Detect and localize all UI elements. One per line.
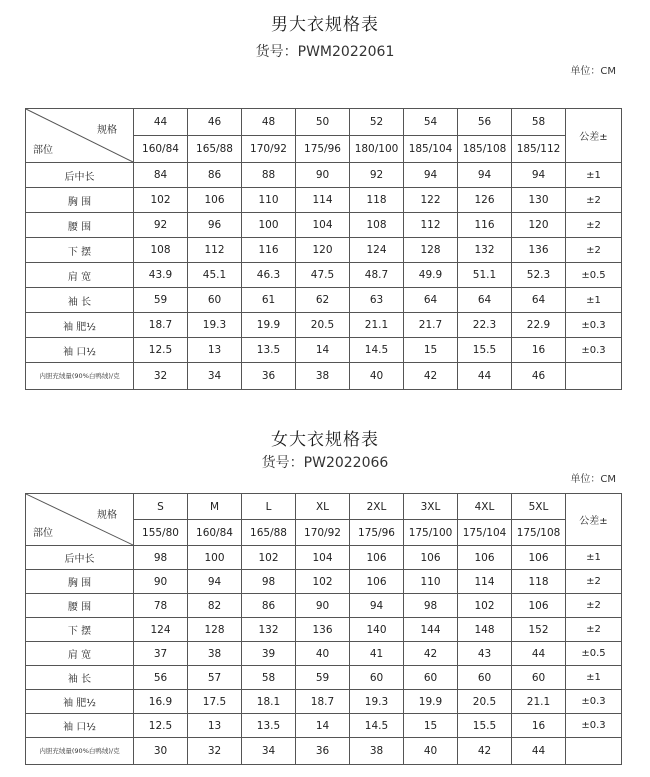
- measurement-row: [26, 618, 622, 642]
- women-table-title: 女大衣规格表: [271, 430, 379, 450]
- size-cell: 50: [296, 109, 350, 136]
- value-cell: 118: [512, 570, 566, 594]
- value-cell: 49.9: [404, 263, 458, 288]
- value-cell: 132: [458, 238, 512, 263]
- body-size-cell: 185/112: [512, 136, 566, 163]
- value-cell: 112: [188, 238, 242, 263]
- tolerance-cell: ±0.3: [566, 714, 622, 738]
- value-cell: 18.1: [242, 690, 296, 714]
- value-cell: 114: [296, 188, 350, 213]
- size-axis-label: 规格: [97, 125, 117, 136]
- size-header-row: [26, 494, 622, 520]
- size-cell: 2XL: [350, 494, 404, 520]
- value-cell: 19.9: [404, 690, 458, 714]
- value-cell: 40: [296, 642, 350, 666]
- value-cell: 102: [296, 570, 350, 594]
- value-cell: 15.5: [458, 338, 512, 363]
- row-label: 胸 围: [26, 188, 134, 213]
- value-cell: 136: [296, 618, 350, 642]
- value-cell: 62: [296, 288, 350, 313]
- size-cell: 4XL: [458, 494, 512, 520]
- value-cell: 32: [134, 363, 188, 390]
- measurement-row: [26, 714, 622, 738]
- value-cell: 108: [350, 213, 404, 238]
- value-cell: 60: [512, 666, 566, 690]
- value-cell: 128: [188, 618, 242, 642]
- value-cell: 102: [458, 594, 512, 618]
- value-cell: 22.9: [512, 313, 566, 338]
- size-cell: 46: [188, 109, 242, 136]
- value-cell: 13.5: [242, 338, 296, 363]
- value-cell: 19.9: [242, 313, 296, 338]
- value-cell: 84: [134, 163, 188, 188]
- size-cell: 48: [242, 109, 296, 136]
- men-item-code: 货号：PWM2022061: [255, 44, 395, 60]
- tolerance-cell: ±0.3: [566, 338, 622, 363]
- value-cell: 57: [188, 666, 242, 690]
- size-cell: XL: [296, 494, 350, 520]
- value-cell: 48.7: [350, 263, 404, 288]
- value-cell: 98: [404, 594, 458, 618]
- value-cell: 60: [458, 666, 512, 690]
- tolerance-cell: ±0.5: [566, 642, 622, 666]
- size-cell: 44: [134, 109, 188, 136]
- value-cell: 102: [242, 546, 296, 570]
- row-label: 肩 宽: [26, 642, 134, 666]
- value-cell: 15: [404, 338, 458, 363]
- value-cell: 90: [296, 594, 350, 618]
- row-label: 腰 围: [26, 213, 134, 238]
- value-cell: 140: [350, 618, 404, 642]
- body-size-cell: 175/96: [296, 136, 350, 163]
- value-cell: 44: [512, 738, 566, 765]
- value-cell: 132: [242, 618, 296, 642]
- value-cell: 100: [242, 213, 296, 238]
- body-size-cell: 185/108: [458, 136, 512, 163]
- size-cell: 56: [458, 109, 512, 136]
- measurement-row: [26, 642, 622, 666]
- row-label: 袖 肥½: [26, 690, 134, 714]
- value-cell: 34: [242, 738, 296, 765]
- value-cell: 106: [350, 570, 404, 594]
- value-cell: 51.1: [458, 263, 512, 288]
- row-label: 袖 口½: [26, 714, 134, 738]
- value-cell: 21.7: [404, 313, 458, 338]
- value-cell: 36: [296, 738, 350, 765]
- men-unit-label: 单位：CM: [570, 66, 616, 77]
- value-cell: 110: [242, 188, 296, 213]
- measurement-row: [26, 738, 622, 765]
- value-cell: 104: [296, 213, 350, 238]
- measurement-row: [26, 546, 622, 570]
- value-cell: 13: [188, 338, 242, 363]
- measurement-row: [26, 666, 622, 690]
- tolerance-cell: [566, 363, 622, 390]
- value-cell: 19.3: [350, 690, 404, 714]
- size-header-row: [26, 109, 622, 136]
- value-cell: 42: [404, 642, 458, 666]
- tolerance-cell: ±2: [566, 238, 622, 263]
- row-label: 袖 长: [26, 666, 134, 690]
- value-cell: 96: [188, 213, 242, 238]
- value-cell: 116: [458, 213, 512, 238]
- value-cell: 102: [134, 188, 188, 213]
- body-size-cell: 175/108: [512, 520, 566, 546]
- value-cell: 100: [188, 546, 242, 570]
- value-cell: 130: [512, 188, 566, 213]
- value-cell: 47.5: [296, 263, 350, 288]
- body-size-cell: 180/100: [350, 136, 404, 163]
- value-cell: 94: [404, 163, 458, 188]
- value-cell: 20.5: [458, 690, 512, 714]
- value-cell: 43.9: [134, 263, 188, 288]
- row-label: 下 摆: [26, 238, 134, 263]
- value-cell: 120: [512, 213, 566, 238]
- value-cell: 12.5: [134, 714, 188, 738]
- value-cell: 16.9: [134, 690, 188, 714]
- measurement-row: [26, 313, 622, 338]
- value-cell: 45.1: [188, 263, 242, 288]
- value-cell: 86: [188, 163, 242, 188]
- value-cell: 106: [458, 546, 512, 570]
- value-cell: 40: [350, 363, 404, 390]
- tolerance-cell: ±0.3: [566, 690, 622, 714]
- tolerance-cell: ±1: [566, 288, 622, 313]
- size-cell: 54: [404, 109, 458, 136]
- measurement-row: [26, 363, 622, 390]
- value-cell: 60: [404, 666, 458, 690]
- men-size-table: [25, 108, 622, 390]
- size-cell: 58: [512, 109, 566, 136]
- value-cell: 92: [350, 163, 404, 188]
- measurement-row: [26, 263, 622, 288]
- measurement-row: [26, 238, 622, 263]
- value-cell: 128: [404, 238, 458, 263]
- body-size-cell: 165/88: [242, 520, 296, 546]
- value-cell: 106: [188, 188, 242, 213]
- value-cell: 59: [134, 288, 188, 313]
- row-label: 袖 口½: [26, 338, 134, 363]
- row-label: 后中长: [26, 546, 134, 570]
- value-cell: 46: [512, 363, 566, 390]
- row-label: 肩 宽: [26, 263, 134, 288]
- value-cell: 64: [458, 288, 512, 313]
- row-label: 胸 围: [26, 570, 134, 594]
- size-axis-label: 规格: [97, 510, 117, 521]
- value-cell: 39: [242, 642, 296, 666]
- body-size-cell: 160/84: [188, 520, 242, 546]
- value-cell: 82: [188, 594, 242, 618]
- body-size-cell: 160/84: [134, 136, 188, 163]
- measurement-row: [26, 690, 622, 714]
- value-cell: 144: [404, 618, 458, 642]
- value-cell: 21.1: [512, 690, 566, 714]
- value-cell: 38: [188, 642, 242, 666]
- value-cell: 58: [242, 666, 296, 690]
- value-cell: 122: [404, 188, 458, 213]
- value-cell: 106: [512, 594, 566, 618]
- tolerance-cell: ±2: [566, 618, 622, 642]
- value-cell: 60: [188, 288, 242, 313]
- tolerance-header: 公差±: [566, 109, 622, 163]
- value-cell: 108: [134, 238, 188, 263]
- row-label: 下 摆: [26, 618, 134, 642]
- value-cell: 43: [458, 642, 512, 666]
- tolerance-cell: ±2: [566, 594, 622, 618]
- measurement-row: [26, 570, 622, 594]
- value-cell: 90: [296, 163, 350, 188]
- value-cell: 124: [134, 618, 188, 642]
- women-size-table: [25, 493, 622, 765]
- value-cell: 42: [458, 738, 512, 765]
- value-cell: 14: [296, 338, 350, 363]
- value-cell: 34: [188, 363, 242, 390]
- value-cell: 152: [512, 618, 566, 642]
- value-cell: 46.3: [242, 263, 296, 288]
- value-cell: 36: [242, 363, 296, 390]
- body-size-cell: 155/80: [134, 520, 188, 546]
- size-cell: M: [188, 494, 242, 520]
- value-cell: 52.3: [512, 263, 566, 288]
- value-cell: 12.5: [134, 338, 188, 363]
- value-cell: 94: [350, 594, 404, 618]
- value-cell: 16: [512, 338, 566, 363]
- value-cell: 44: [512, 642, 566, 666]
- value-cell: 59: [296, 666, 350, 690]
- tolerance-cell: ±1: [566, 163, 622, 188]
- part-axis-label: 部位: [33, 145, 53, 156]
- row-label: 袖 长: [26, 288, 134, 313]
- value-cell: 42: [404, 363, 458, 390]
- corner-header-cell: [26, 109, 134, 163]
- value-cell: 94: [188, 570, 242, 594]
- measurement-row: [26, 188, 622, 213]
- tolerance-cell: [566, 738, 622, 765]
- row-label: 内胆充绒量(90%白鸭绒)/克: [26, 363, 134, 390]
- value-cell: 60: [350, 666, 404, 690]
- row-label: 内胆充绒量(90%白鸭绒)/克: [26, 738, 134, 765]
- value-cell: 94: [458, 163, 512, 188]
- body-size-cell: 175/104: [458, 520, 512, 546]
- value-cell: 40: [404, 738, 458, 765]
- row-label: 袖 肥½: [26, 313, 134, 338]
- women-item-code: 货号：PW2022066: [261, 455, 389, 471]
- value-cell: 22.3: [458, 313, 512, 338]
- value-cell: 148: [458, 618, 512, 642]
- value-cell: 19.3: [188, 313, 242, 338]
- value-cell: 120: [296, 238, 350, 263]
- value-cell: 64: [512, 288, 566, 313]
- value-cell: 112: [404, 213, 458, 238]
- body-size-cell: 165/88: [188, 136, 242, 163]
- value-cell: 106: [512, 546, 566, 570]
- value-cell: 38: [350, 738, 404, 765]
- value-cell: 18.7: [134, 313, 188, 338]
- value-cell: 64: [404, 288, 458, 313]
- value-cell: 38: [296, 363, 350, 390]
- value-cell: 136: [512, 238, 566, 263]
- value-cell: 15.5: [458, 714, 512, 738]
- row-label: 后中长: [26, 163, 134, 188]
- value-cell: 14.5: [350, 338, 404, 363]
- value-cell: 78: [134, 594, 188, 618]
- value-cell: 56: [134, 666, 188, 690]
- value-cell: 104: [296, 546, 350, 570]
- value-cell: 118: [350, 188, 404, 213]
- value-cell: 90: [134, 570, 188, 594]
- tolerance-cell: ±2: [566, 570, 622, 594]
- value-cell: 98: [134, 546, 188, 570]
- value-cell: 18.7: [296, 690, 350, 714]
- value-cell: 126: [458, 188, 512, 213]
- value-cell: 61: [242, 288, 296, 313]
- tolerance-cell: ±1: [566, 546, 622, 570]
- value-cell: 13: [188, 714, 242, 738]
- value-cell: 116: [242, 238, 296, 263]
- value-cell: 63: [350, 288, 404, 313]
- value-cell: 44: [458, 363, 512, 390]
- tolerance-cell: ±0.5: [566, 263, 622, 288]
- men-table-title: 男大衣规格表: [271, 15, 379, 35]
- value-cell: 14.5: [350, 714, 404, 738]
- part-axis-label: 部位: [33, 528, 53, 539]
- value-cell: 20.5: [296, 313, 350, 338]
- value-cell: 98: [242, 570, 296, 594]
- tolerance-cell: ±2: [566, 213, 622, 238]
- value-cell: 37: [134, 642, 188, 666]
- women-unit-label: 单位：CM: [570, 474, 616, 485]
- measurement-row: [26, 288, 622, 313]
- value-cell: 30: [134, 738, 188, 765]
- value-cell: 106: [404, 546, 458, 570]
- value-cell: 32: [188, 738, 242, 765]
- value-cell: 106: [350, 546, 404, 570]
- value-cell: 114: [458, 570, 512, 594]
- value-cell: 17.5: [188, 690, 242, 714]
- size-cell: 3XL: [404, 494, 458, 520]
- value-cell: 124: [350, 238, 404, 263]
- measurement-row: [26, 163, 622, 188]
- tolerance-cell: ±1: [566, 666, 622, 690]
- value-cell: 94: [512, 163, 566, 188]
- body-size-cell: 170/92: [296, 520, 350, 546]
- measurement-row: [26, 338, 622, 363]
- value-cell: 14: [296, 714, 350, 738]
- tolerance-header: 公差±: [566, 494, 622, 546]
- value-cell: 16: [512, 714, 566, 738]
- size-cell: L: [242, 494, 296, 520]
- corner-header-cell: [26, 494, 134, 546]
- body-size-cell: 175/96: [350, 520, 404, 546]
- tolerance-cell: ±2: [566, 188, 622, 213]
- body-size-cell: 170/92: [242, 136, 296, 163]
- size-cell: S: [134, 494, 188, 520]
- value-cell: 92: [134, 213, 188, 238]
- value-cell: 86: [242, 594, 296, 618]
- value-cell: 110: [404, 570, 458, 594]
- body-size-cell: 175/100: [404, 520, 458, 546]
- tolerance-cell: ±0.3: [566, 313, 622, 338]
- size-cell: 52: [350, 109, 404, 136]
- value-cell: 15: [404, 714, 458, 738]
- body-size-cell: 185/104: [404, 136, 458, 163]
- value-cell: 13.5: [242, 714, 296, 738]
- value-cell: 21.1: [350, 313, 404, 338]
- size-cell: 5XL: [512, 494, 566, 520]
- value-cell: 88: [242, 163, 296, 188]
- measurement-row: [26, 594, 622, 618]
- value-cell: 41: [350, 642, 404, 666]
- row-label: 腰 围: [26, 594, 134, 618]
- measurement-row: [26, 213, 622, 238]
